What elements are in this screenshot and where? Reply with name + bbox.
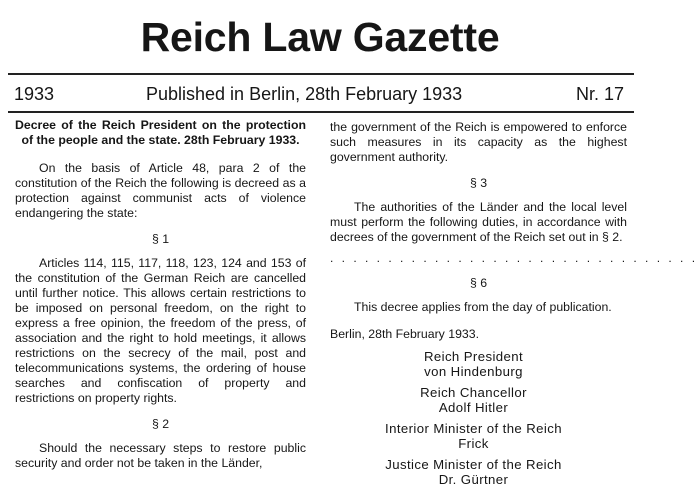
signatory-office: Interior Minister of the Reich bbox=[385, 421, 562, 436]
issue-number: Nr. 17 bbox=[576, 84, 625, 104]
section-3-heading: § 3 bbox=[469, 176, 488, 190]
decree-preamble: On the basis of Article 48, para 2 of the constitution of the Reich the following is decreed as a protection against communist acts of violence endangering the state: bbox=[15, 161, 306, 220]
signatory-office: Reich Chancellor bbox=[420, 385, 527, 400]
masthead-rule-bottom bbox=[8, 111, 634, 113]
signatory-name: von Hindenburg bbox=[424, 364, 523, 379]
signatory-office: Justice Minister of the Reich bbox=[385, 457, 562, 472]
right-column bbox=[330, 120, 698, 493]
masthead-rule-top bbox=[8, 73, 634, 75]
section-1-text: Articles 114, 115, 117, 118, 123, 124 and 153 of the constitution of the German Reich are cancelled until further notice. This allows certain restrictions to be imposed on personal freedom, on the right to express a free opinion, the freedom of the press, of association and the right to hold meetings, it allows restrictions on the secrecy of the mail, post and telecommunications systems, the ordering of house searches and confiscation of property and restrictions on property rights. bbox=[15, 256, 306, 405]
section-6-text: This decree applies from the day of publication. bbox=[354, 300, 612, 314]
omission-dots: . . . . . . . . . . . . . . . . . . . . . . . . . . . . . . . . bbox=[330, 251, 698, 265]
gazette-title: Reich Law Gazette bbox=[140, 14, 500, 60]
publication-year: 1933 bbox=[14, 84, 55, 104]
signatory-name: Adolf Hitler bbox=[438, 400, 509, 415]
section-2-text-continued: the government of the Reich is empowered to enforce such measures in its capacity as the highest government authority. bbox=[330, 120, 627, 164]
signatory-name: Frick bbox=[458, 436, 489, 451]
signature-block bbox=[330, 421, 627, 451]
section-1-heading: § 1 bbox=[151, 232, 170, 246]
signatory-name: Dr. Gürtner bbox=[438, 472, 509, 487]
section-3-text: The authorities of the Länder and the local level must perform the following duties, in accordance with decrees of the government of the Reich set out in § 2. bbox=[330, 200, 627, 244]
signature-block bbox=[330, 457, 627, 487]
decree-title: Decree of the Reich President on the protection of the people and the state. 28th February 1933. bbox=[15, 118, 306, 147]
section-6-heading: § 6 bbox=[469, 276, 488, 290]
signing-dateline: Berlin, 28th February 1933. bbox=[330, 327, 480, 341]
section-2-text: Should the necessary steps to restore public security and order not be taken in the Länder, bbox=[15, 441, 306, 470]
publication-place-date: Published in Berlin, 28th February 1933 bbox=[146, 84, 463, 104]
left-column bbox=[15, 118, 306, 471]
signatory-office: Reich President bbox=[423, 349, 524, 364]
signature-block bbox=[330, 349, 627, 379]
signature-block bbox=[330, 385, 627, 415]
section-2-heading: § 2 bbox=[151, 417, 170, 431]
